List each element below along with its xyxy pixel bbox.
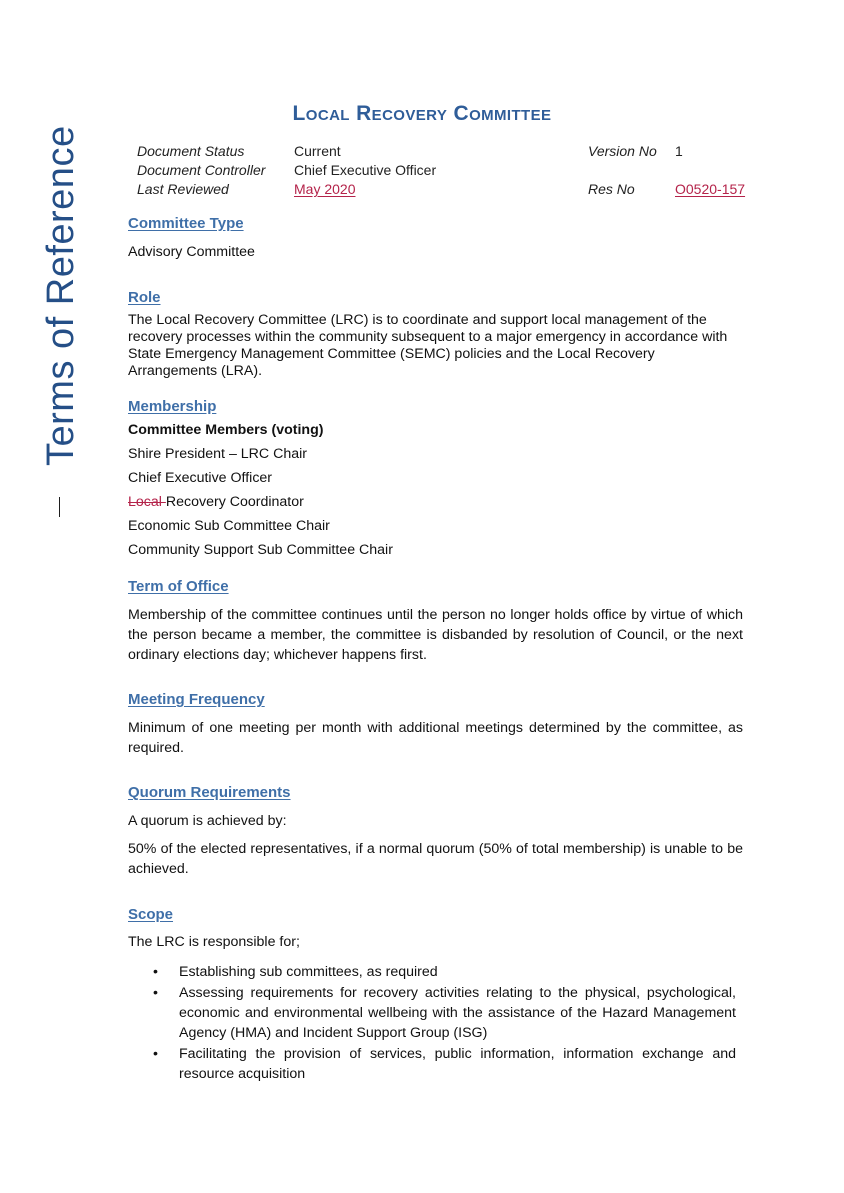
committee-type-text: Advisory Committee (128, 244, 255, 260)
side-title: Terms of Reference (40, 125, 82, 466)
members-heading: Committee Members (voting) (128, 422, 324, 438)
member-chief-executive-officer: Chief Executive Officer (128, 470, 273, 486)
scope-item-text: Facilitating the provision of services, public information, information exchange and resource acquisition (179, 1046, 736, 1082)
membership-heading: Membership (128, 398, 217, 415)
scope-intro: The LRC is responsible for; (128, 934, 300, 950)
side-rule (59, 497, 60, 517)
meeting-frequency-text: Minimum of one meeting per month with additional meetings determined by the committee, as required. (128, 720, 743, 756)
version-value: 1 (675, 143, 683, 159)
member-recovery-coordinator (128, 493, 304, 511)
scope-item-text: Assessing requirements for recovery activities relating to the physical, psychological, economic and environmental wellbeing with the assistance of the Hazard Management Agency (HMA) and Incident Support Group (ISG) (179, 985, 736, 1041)
deleted-local-text: Local (128, 494, 166, 510)
scope-item-text: Establishing sub committees, as required (179, 964, 438, 980)
document-controller-value: Chief Executive Officer (294, 162, 437, 178)
committee-type-heading: Committee Type (128, 215, 244, 232)
quorum-intro: A quorum is achieved by: (128, 813, 287, 829)
resolution-number-value: O0520-157 (675, 181, 746, 197)
bullet-icon: • (153, 985, 158, 1001)
bullet-icon: • (153, 1046, 158, 1062)
version-label: Version No (588, 143, 657, 159)
document-controller-label: Document Controller (137, 162, 266, 178)
member-economic-sub-committee-chair: Economic Sub Committee Chair (128, 518, 330, 534)
quorum-requirements-heading: Quorum Requirements (128, 784, 291, 801)
scope-list (153, 962, 736, 1085)
document-status-label: Document Status (137, 143, 245, 159)
scope-item-assessing-requirements (153, 983, 736, 1043)
resolution-number-label: Res No (588, 181, 635, 197)
member-shire-president: Shire President – LRC Chair (128, 446, 307, 462)
role-text: The Local Recovery Committee (LRC) is to coordinate and support local management of the recovery processes within the community subsequent to a major emergency in accordance with State Emergency Management Committee (SEMC) policies and the Local Recovery Arrangements (LRA). (128, 312, 728, 379)
document-title: Local Recovery Committee (292, 102, 552, 125)
term-of-office-heading: Term of Office (128, 578, 229, 595)
quorum-text: 50% of the elected representatives, if a normal quorum (50% of total membership) is unable to be achieved. (128, 841, 743, 877)
document-status-value: Current (294, 143, 341, 159)
bullet-icon: • (153, 964, 158, 980)
meeting-frequency-heading: Meeting Frequency (128, 691, 265, 708)
last-reviewed-label: Last Reviewed (137, 181, 229, 197)
scope-item-facilitating-services (153, 1044, 736, 1084)
scope-heading: Scope (128, 906, 174, 923)
role-heading: Role (128, 289, 161, 306)
term-of-office-text: Membership of the committee continues until the person no longer holds office by virtue of which the person became a member, the committee is disbanded by resolution of Council, or the next ordinary elections day; whichever happens first. (128, 607, 743, 663)
scope-item-sub-committees (153, 962, 736, 982)
recovery-coordinator-text: Recovery Coordinator (165, 494, 304, 510)
member-community-support-sub-committee-chair: Community Support Sub Committee Chair (128, 542, 393, 558)
last-reviewed-value: May 2020 (294, 181, 356, 197)
